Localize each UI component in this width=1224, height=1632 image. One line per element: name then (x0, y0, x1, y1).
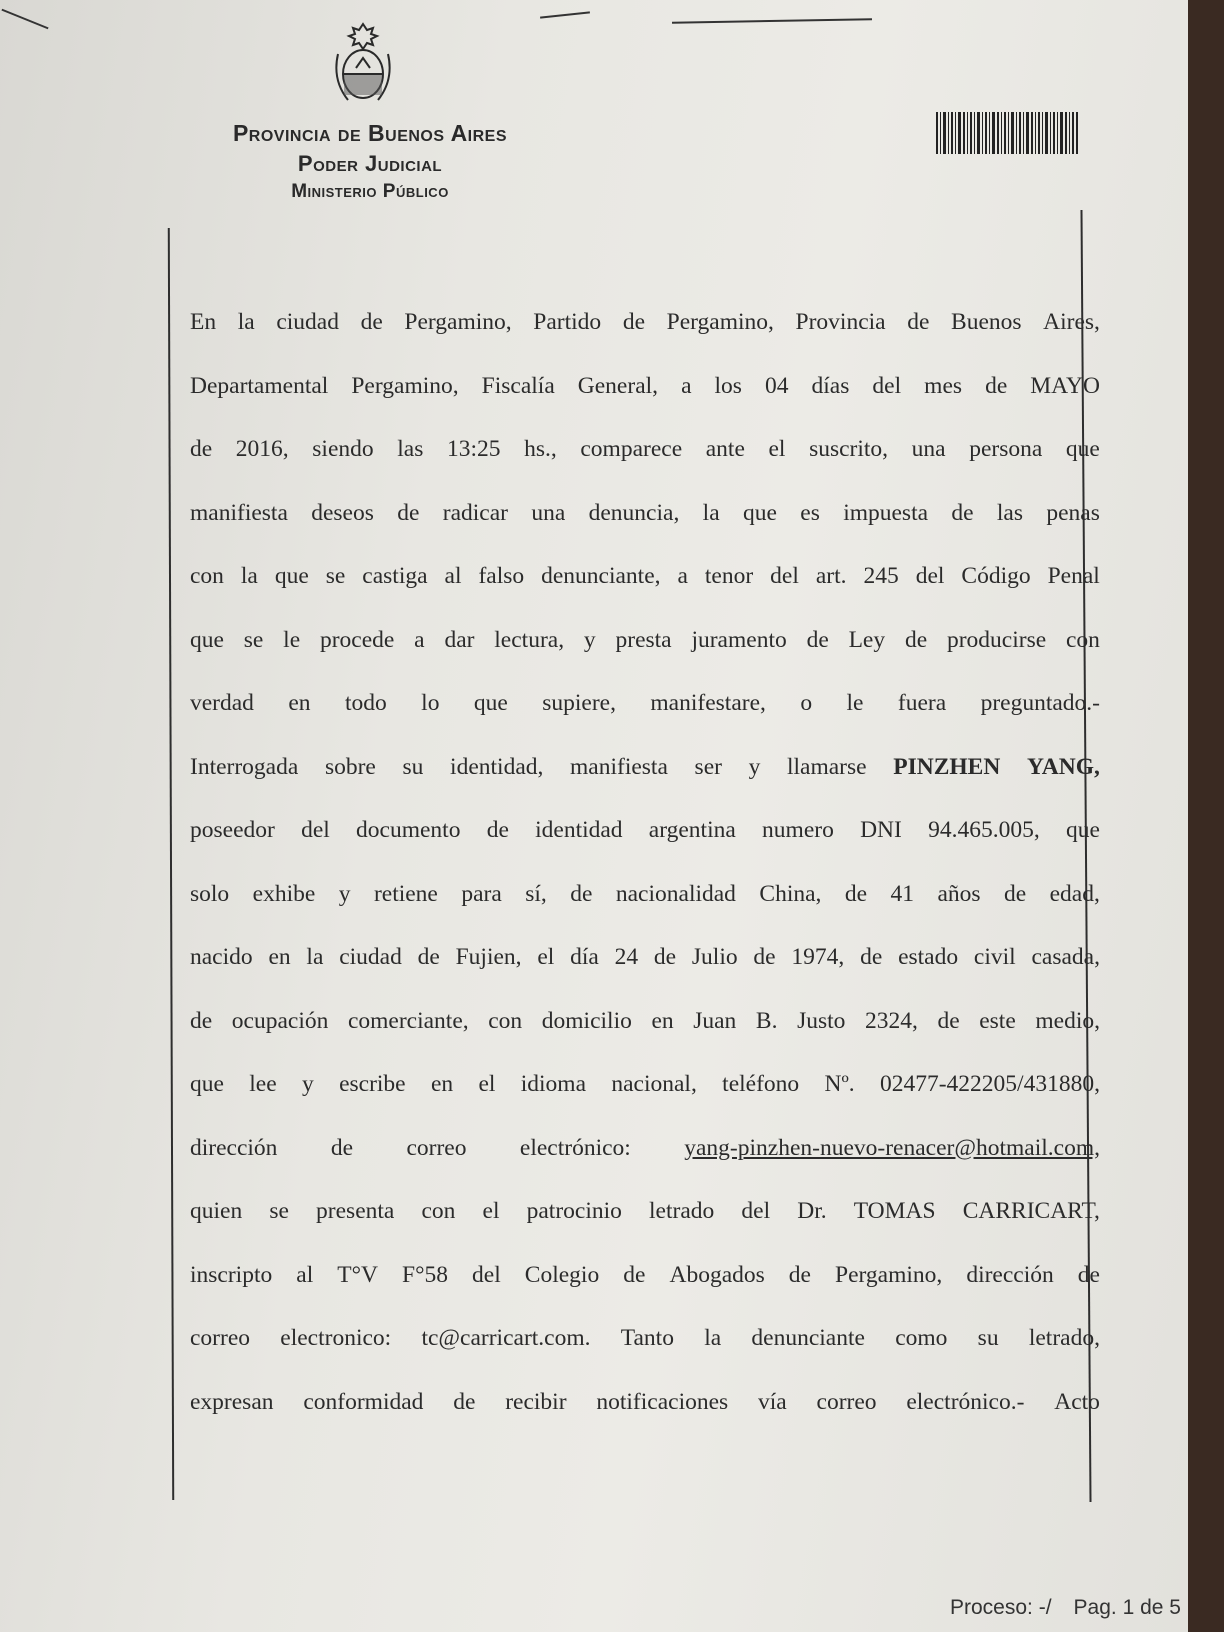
body-line (190, 556, 1100, 620)
body-line-text-word: denunciante, (541, 563, 661, 589)
body-line-text-word: de (904, 626, 928, 653)
body-line (190, 747, 1100, 811)
body-line (190, 683, 1100, 747)
body-line-text-word: que (473, 690, 508, 716)
body-line-text-word: 2016, (235, 436, 289, 462)
body-line-text-word: sobre (324, 753, 376, 780)
body-line-text-word: y (338, 880, 351, 907)
body-line-text-word: tenor (704, 563, 754, 589)
body-line-text-word: juramento (691, 626, 787, 653)
body-line-text-word: de (570, 880, 593, 907)
body-line-text-word: se (325, 563, 346, 589)
institution-header (180, 120, 560, 203)
body-line-text-word: del (741, 1198, 771, 1224)
body-line-text-word: con (421, 1198, 456, 1224)
body-line-text-word: ocupación (231, 1007, 329, 1034)
body-line-text-word: de (907, 309, 930, 335)
body-line-text-word: de (753, 944, 776, 970)
body-line-text-word: castiga (362, 563, 428, 589)
body-line-text-word: dar (444, 626, 475, 653)
body-line-text-word: 2324, (864, 1007, 918, 1034)
body-line (190, 1191, 1100, 1255)
body-line-text-word: F°58 (402, 1261, 449, 1288)
body-line-text-word: 04 (765, 372, 789, 399)
body-line-text-word: 02477-422205/431880, (879, 1071, 1100, 1097)
body-line-text-word: la (704, 1325, 722, 1351)
body-line-text-word: electrónico.- (906, 1388, 1025, 1415)
body-line-text-word: correo (406, 1134, 467, 1161)
judicial-power-title: Poder Judicial (297, 151, 443, 176)
body-line-text-word: documento (356, 817, 461, 843)
body-line-text-word: o (800, 690, 813, 716)
body-line-text-word: Tanto (620, 1325, 674, 1351)
body-line-text-word: que (190, 626, 224, 653)
body-line-text-word: ante (705, 436, 745, 462)
body-line-text-word: de (951, 499, 974, 526)
body-line-text-word: de (806, 626, 829, 653)
body-line-text-word: que (1065, 436, 1100, 462)
body-line-text-word: B. (755, 1007, 778, 1034)
body-line-text-word: de (417, 944, 440, 970)
body-line-text-word: CARRICART, (962, 1198, 1100, 1224)
body-line-text-word: que (190, 1071, 224, 1097)
body-line-text-word: Pergamino, (404, 309, 512, 335)
body-line-text-word: hs., (524, 436, 557, 462)
body-line-text-word: dirección (190, 1134, 278, 1161)
body-line-text-word: En (190, 309, 217, 335)
body-line-text-word: letrado (649, 1198, 715, 1224)
body-line-text-word: dirección (966, 1261, 1054, 1288)
body-line-text-word: Código (961, 563, 1031, 589)
body-line-text-word: lee (249, 1071, 277, 1097)
body-line-text-word: Interrogada (190, 753, 299, 780)
body-line-text-word: sí, (525, 880, 547, 907)
body-line-text-word: de (844, 880, 868, 907)
body-line-text-word: teléfono (722, 1071, 800, 1097)
body-line-text-word: su (977, 1325, 999, 1351)
body-line-text-word: 1974, (791, 944, 845, 970)
body-line-text-word: día (570, 944, 599, 970)
body-line-text-word: procede (319, 626, 395, 653)
body-line-text-word: manifestare, (650, 690, 766, 716)
body-line (190, 302, 1100, 366)
body-line-text-word: supiere, (542, 690, 616, 716)
body-line-text-word: de (397, 499, 420, 526)
body-line-text-word: al (296, 1261, 314, 1288)
body-line-text-word: exhibe (252, 880, 316, 907)
body-line-text-word: MAYO (1030, 372, 1100, 399)
body-line-text-word: impuesta (843, 499, 929, 526)
body-line-text-word: patrocinio (526, 1198, 622, 1224)
body-line-text-word: de (453, 1388, 476, 1415)
body-line-text-word: persona (969, 436, 1043, 462)
body-line-text-word: al (444, 563, 462, 589)
body-line-text-word: Partido (533, 309, 602, 335)
body-line-text-word: Departamental (190, 372, 329, 399)
page-number: Pag. 1 de 5 (1073, 1596, 1181, 1619)
body-line-text-word: electronico: (280, 1325, 392, 1351)
body-line-text-word: le (846, 690, 864, 716)
body-line (190, 493, 1100, 557)
body-line (190, 937, 1100, 1001)
body-line-text-word: expresan (190, 1388, 274, 1415)
body-line-text-word: las (397, 436, 424, 462)
body-line-text-word: DNI (860, 817, 902, 843)
body-line (190, 1318, 1100, 1382)
body-line-text-word: poseedor (190, 817, 275, 843)
body-line-text-word: en (430, 1071, 454, 1097)
body-line-text-word: civil (973, 944, 1016, 970)
body-line-text-word: 13:25 (446, 436, 501, 462)
body-line-text-word: idioma (520, 1071, 587, 1097)
body-line-text-word: es (800, 499, 820, 526)
body-line-text-word: la (306, 944, 324, 970)
body-line-text-word: ser (694, 753, 722, 780)
body-line-text-word: Colegio (524, 1261, 600, 1288)
body-line-text-word: fuera (897, 690, 947, 716)
body-line-text-word: el (768, 436, 786, 462)
pen-mark (672, 18, 872, 23)
body-line-text-word: Buenos (951, 309, 1022, 335)
body-line-text-word: edad, (1049, 880, 1100, 907)
body-line-text-word: el (478, 1071, 496, 1097)
body-line-text-word: lo (421, 690, 440, 716)
body-line-text-word: T°V (337, 1261, 379, 1288)
body-line-text-word: Ley (848, 626, 886, 653)
body-line-text-word: Pergamino, (666, 309, 774, 335)
body-line-text-word: quien (190, 1198, 243, 1224)
body-line-text-word: casada, (1031, 944, 1100, 970)
body-line-text-word: 24 (614, 944, 639, 970)
body-line-text-word: argentina (648, 817, 736, 843)
body-line-text-word: notificaciones (596, 1388, 729, 1415)
body-line-text-word: identidad (535, 817, 623, 843)
body-line-text-word: del (872, 372, 902, 399)
document-body (190, 302, 1100, 1445)
body-line-text-word: con (1065, 626, 1100, 653)
body-line-text-word: siendo (312, 436, 374, 462)
body-line-text-word: domicilio (541, 1007, 632, 1034)
body-line-text-word: identidad, (450, 753, 544, 780)
body-line-text-word: Acto (1054, 1388, 1100, 1415)
body-line-text-word: Dr. (797, 1198, 827, 1224)
body-line-text-word: en (288, 690, 311, 716)
body-line-text-word: tc@carricart.com. (421, 1325, 591, 1351)
body-line-text-word: y (748, 753, 761, 780)
body-line-text-word: retiene (373, 880, 438, 907)
body-line (190, 1001, 1100, 1065)
body-line-text-word: de (1003, 880, 1027, 907)
body-line-text-word: letrado, (1028, 1325, 1100, 1351)
body-line-text-word: nacido (190, 944, 253, 970)
body-line-text-word: del (770, 563, 799, 589)
body-line-text-word: numero (762, 817, 834, 843)
body-line-text-word: Aires, (1043, 309, 1100, 335)
body-line-text-word: recibir (505, 1388, 567, 1415)
left-border-line (168, 228, 174, 1500)
body-line-text-word: del (301, 817, 330, 843)
body-line-text-word: China, (759, 880, 822, 907)
body-line-text-word: de (937, 1007, 960, 1034)
body-line (190, 1064, 1100, 1128)
public-ministry-title: Ministerio Público (291, 181, 449, 202)
body-line-text-word: General, (577, 372, 659, 399)
body-line-text-word: que (1065, 817, 1100, 843)
body-line-text-word: de (360, 309, 383, 335)
body-line-text-word: a (677, 563, 688, 589)
body-line-text-word: las (996, 499, 1024, 526)
body-line-text-word: para (461, 880, 502, 907)
body-line-text-word: vía (757, 1388, 787, 1415)
body-line-text-word: preguntado.- (980, 690, 1100, 716)
body-line-text-word: 94.465.005, (928, 817, 1040, 843)
body-line-text-word: Fujien, (455, 944, 522, 970)
body-line-text-word: del (472, 1261, 501, 1288)
body-line-text-word: Justo (797, 1007, 846, 1034)
body-line-text-word: manifiesta (190, 499, 288, 526)
body-line-text-word: de (622, 309, 645, 335)
process-number: Proceso: -/ (950, 1596, 1052, 1619)
body-line-text-word: todo (344, 690, 387, 716)
complainant-name-word: PINZHEN (893, 753, 1001, 780)
body-line-text-word: en (268, 944, 291, 970)
body-line-text-word: una (531, 499, 566, 526)
body-line-text-word: escribe (339, 1071, 406, 1097)
body-line-text-word: producirse (946, 626, 1047, 653)
province-title: Provincia de Buenos Aires (232, 120, 508, 146)
body-line-text-word: en (651, 1007, 674, 1034)
body-line-text-word: manifiesta (570, 753, 668, 780)
body-line-text-word: penas (1046, 499, 1100, 526)
body-line (190, 874, 1100, 938)
page-footer (950, 1596, 1188, 1620)
body-line-text-word: años (937, 880, 981, 907)
body-line-text-word: de (860, 944, 883, 970)
body-line-text-word: lectura, (494, 626, 565, 653)
body-line-text-word: nacional, (611, 1071, 697, 1097)
body-line-text-word: ciudad (339, 944, 402, 970)
body-line-text-word: correo (816, 1388, 877, 1415)
body-line-text-word: con (190, 563, 224, 589)
body-line-text-word: se (269, 1198, 289, 1224)
body-line-text-word: y (301, 1071, 314, 1097)
body-line-text-word: a (681, 372, 692, 399)
body-line-text-word: falso (478, 563, 525, 589)
body-line-text-word: medio, (1035, 1007, 1100, 1034)
body-line-text-word: los (714, 372, 742, 399)
body-line-text-word: su (402, 753, 424, 780)
body-line-text-word: solo (190, 880, 230, 907)
body-line-text-word: llamarse (786, 753, 867, 780)
body-line-text-word: de (653, 944, 677, 970)
body-line-text-word: que (274, 563, 309, 589)
body-line (190, 620, 1100, 684)
body-line-text-word: denunciante (751, 1325, 865, 1351)
body-line (190, 1128, 1100, 1192)
body-line-text-word: inscripto (190, 1261, 273, 1288)
body-line-text-word: Provincia (795, 309, 886, 335)
body-line-text-word: una (911, 436, 946, 462)
body-line-text-word: TOMAS (853, 1198, 936, 1224)
body-line-text-word: de (330, 1134, 354, 1161)
body-line-text-word: Nº. (824, 1071, 855, 1097)
body-line (190, 429, 1100, 493)
argentina-coat-of-arms-icon (328, 18, 398, 106)
body-line-text-word: el (482, 1198, 500, 1224)
body-line-text-word: estado (898, 944, 959, 970)
body-line-text-word: presenta (316, 1198, 395, 1224)
body-line-text-word: denuncia, (588, 499, 680, 526)
body-line (190, 810, 1100, 874)
body-line-text-word: con (488, 1007, 523, 1034)
body-line-text-word: correo (190, 1325, 251, 1351)
body-line-text-word: radicar (442, 499, 508, 526)
body-line-text-word: 245 (863, 563, 899, 589)
email-address-word: yang-pinzhen-nuevo-renacer@hotmail.com, (684, 1134, 1100, 1161)
body-line-text-word: presta (615, 626, 672, 653)
body-line-text-word: que (742, 499, 777, 526)
body-line-text-word: días (811, 372, 850, 399)
body-line-text-word: se (243, 626, 264, 653)
body-line-text-word: la (237, 309, 255, 335)
body-line-text-word: de (486, 817, 509, 843)
complainant-name-word: YANG, (1026, 753, 1100, 780)
pen-mark (540, 11, 590, 18)
body-line-text-word: electrónico: (519, 1134, 631, 1161)
body-line-text-word: art. (815, 563, 847, 589)
body-line-text-word: suscrito, (809, 436, 889, 462)
body-line-text-word: le (283, 626, 301, 653)
body-line-text-word: conformidad (303, 1388, 424, 1415)
body-line-text-word: Penal (1047, 563, 1100, 589)
body-line-text-word: y (583, 626, 596, 653)
body-line-text-word: de (788, 1261, 811, 1288)
body-line-text-word: Fiscalía (481, 372, 555, 399)
body-line-text-word: la (240, 563, 258, 589)
body-line (190, 1382, 1100, 1446)
body-line-text-word: este (979, 1007, 1016, 1034)
body-line-text-word: de (190, 1007, 213, 1034)
body-line-text-word: deseos (311, 499, 374, 526)
body-line-text-word: de (1077, 1261, 1100, 1288)
body-line-text-word: Pergamino, (835, 1261, 943, 1288)
body-line-text-word: comerciante, (347, 1007, 469, 1034)
body-line-text-word: Pergamino, (351, 372, 459, 399)
body-line-text-word: a (414, 626, 425, 653)
pen-mark (1, 9, 48, 30)
body-line-text-word: verdad (190, 690, 254, 716)
body-line-text-word: de (623, 1261, 646, 1288)
body-line-text-word: Juan (693, 1007, 737, 1034)
body-line-text-word: como (895, 1325, 948, 1351)
body-line-text-word: de (190, 436, 213, 462)
body-line-text-word: de (985, 372, 1008, 399)
body-line-text-word: comparece (580, 436, 683, 462)
body-line (190, 1255, 1100, 1319)
body-line-text-word: Abogados (669, 1261, 765, 1288)
body-line-text-word: Julio (691, 944, 738, 970)
body-line-text-word: 41 (890, 880, 914, 907)
barcode (936, 112, 1078, 154)
body-line-text-word: nacionalidad (615, 880, 736, 907)
body-line (190, 366, 1100, 430)
body-line-text-word: del (915, 563, 945, 589)
body-line-text-word: el (537, 944, 555, 970)
body-line-text-word: la (702, 499, 720, 526)
body-line-text-word: mes (924, 372, 963, 399)
body-line-text-word: ciudad (276, 309, 339, 335)
